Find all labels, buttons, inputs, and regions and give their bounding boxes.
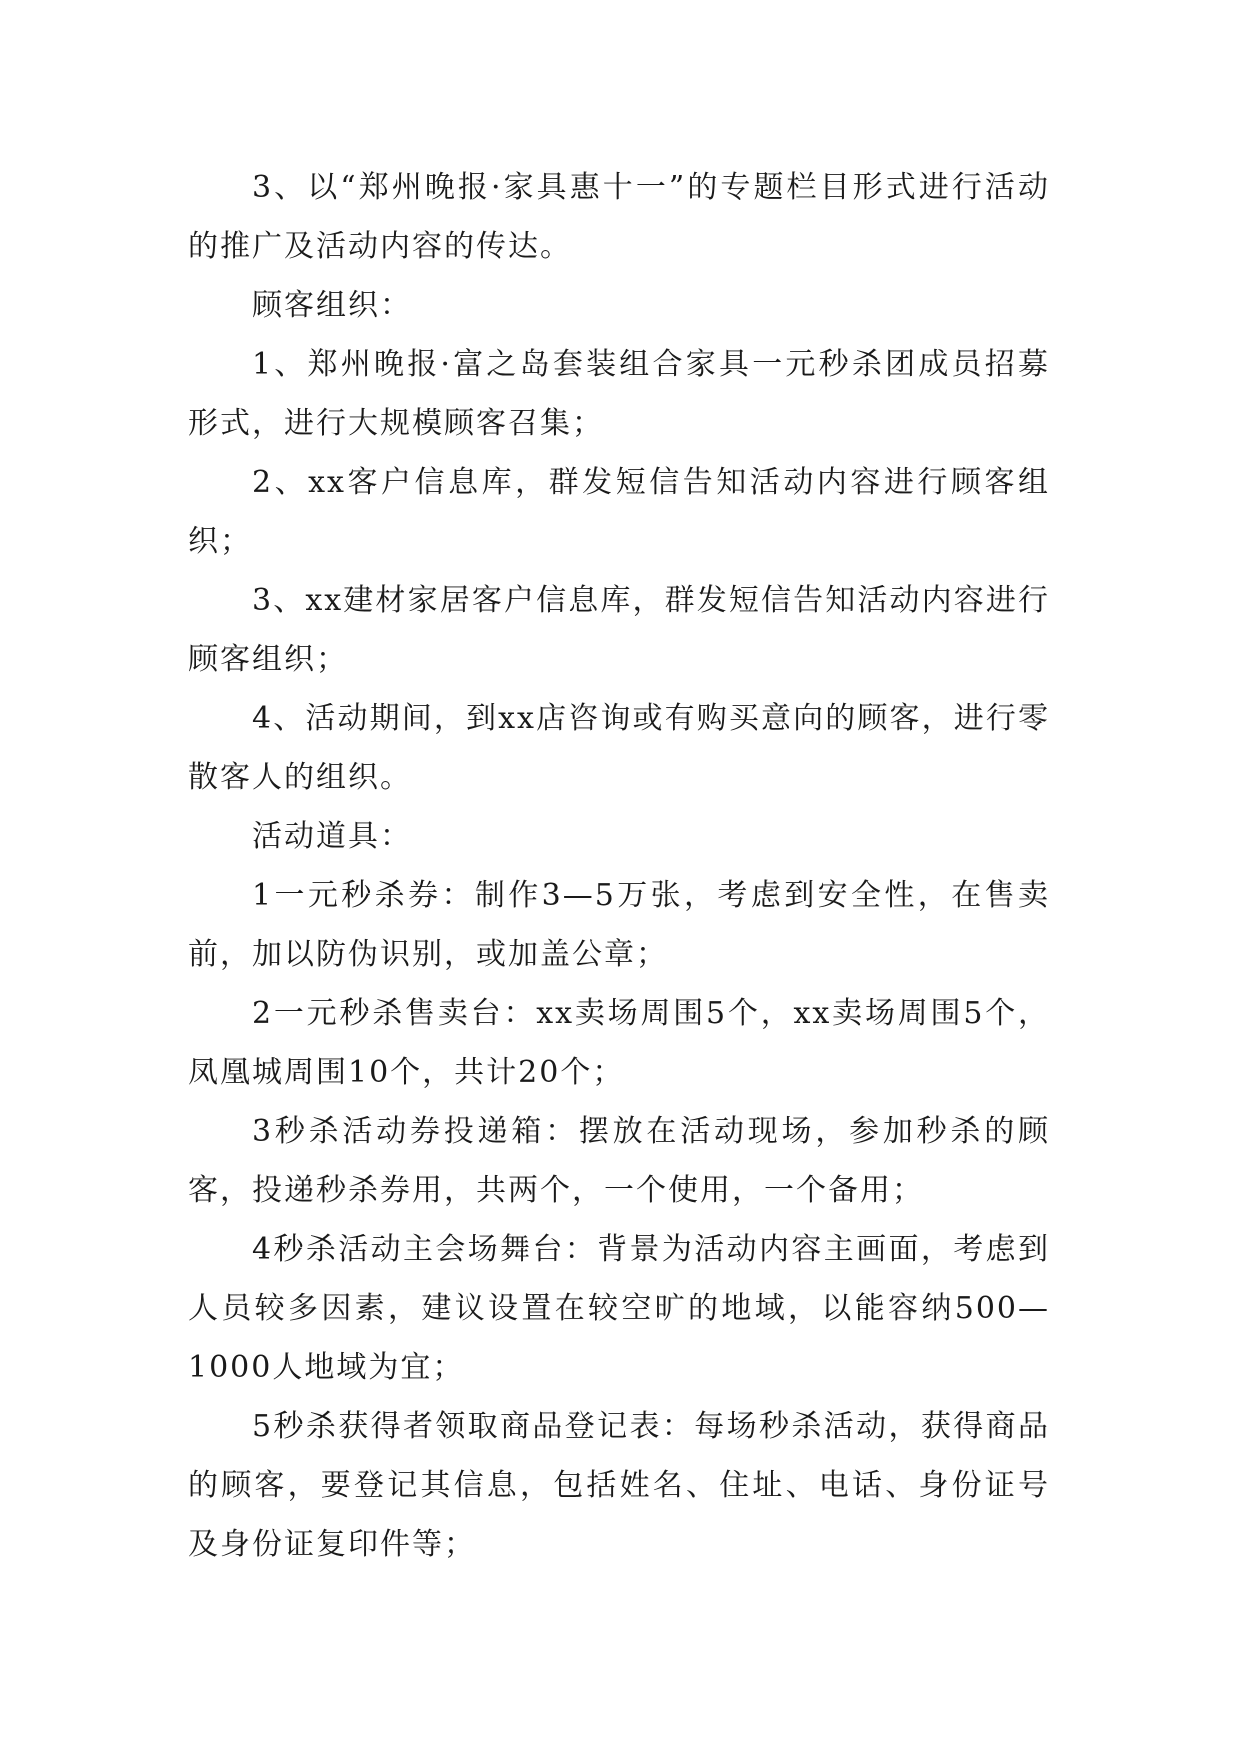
paragraph-prop-3-drop-box: 3秒杀活动券投递箱：摆放在活动现场，参加秒杀的顾客，投递秒杀券用，共两个，一个使用，一个备用；: [188, 1114, 1050, 1208]
document-body: [188, 158, 1050, 1574]
paragraph-item-3-promotion: 3、以“郑州晚报·家具惠十一”的专题栏目形式进行活动的推广及活动内容的传达。: [188, 170, 1050, 264]
paragraph-item-2-customer-database: 2、xx客户信息库，群发短信告知活动内容进行顾客组织；: [188, 465, 1050, 559]
paragraph-item-4-walk-in-customers: 4、活动期间，到xx店咨询或有购买意向的顾客，进行零散客人的组织。: [188, 701, 1050, 795]
paragraph-prop-2-sales-counters: 2一元秒杀售卖台：xx卖场周围5个，xx卖场周围5个，凤凰城周围10个，共计20个；: [188, 996, 1050, 1090]
paragraph-item-3-building-materials-database: 3、xx建材家居客户信息库，群发短信告知活动内容进行顾客组织；: [188, 583, 1050, 677]
paragraph-prop-5-registration-form: 5秒杀获得者领取商品登记表：每场秒杀活动，获得商品的顾客，要登记其信息，包括姓名、住址、电话、身份证号及身份证复印件等；: [188, 1409, 1050, 1562]
section-heading-event-props: 活动道具：: [252, 819, 412, 854]
section-heading-customer-organization: 顾客组织：: [252, 288, 412, 323]
paragraph-item-1-recruitment: 1、郑州晚报·富之岛套装组合家具一元秒杀团成员招募形式，进行大规模顾客召集；: [188, 347, 1050, 441]
paragraph-prop-4-main-stage: 4秒杀活动主会场舞台：背景为活动内容主画面，考虑到人员较多因素，建议设置在较空旷的地域，以能容纳500—1000人地域为宜；: [188, 1232, 1050, 1385]
paragraph-prop-1-vouchers: 1一元秒杀券：制作3—5万张，考虑到安全性，在售卖前，加以防伪识别，或加盖公章；: [188, 878, 1050, 972]
